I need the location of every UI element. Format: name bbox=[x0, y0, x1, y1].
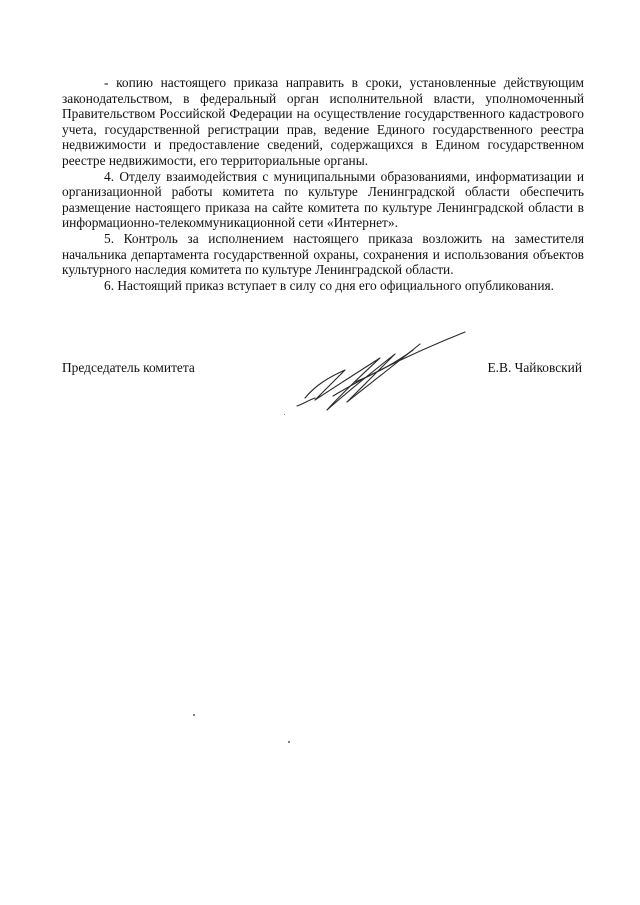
signatory-name: Е.В. Чайковский bbox=[487, 360, 582, 375]
handwritten-signature bbox=[285, 328, 475, 423]
scan-speck bbox=[193, 714, 195, 716]
paragraph-item-6: 6. Настоящий приказ вступает в силу со дня его официального опубликования. bbox=[104, 277, 554, 293]
scan-speck bbox=[284, 414, 285, 415]
scan-speck bbox=[288, 741, 290, 743]
paragraph-item-4: 4. Отделу взаимодействия с муниципальными образованиями, информатизации и организационной работы комитета по культуре Ленинградской области обеспечить размещение настоящего приказа на сайте комитета по культуре Ленинградской области в информационно-телекоммуникационной сети «Интернет». bbox=[62, 168, 584, 231]
signatory-position: Председатель комитета bbox=[62, 360, 195, 375]
paragraph-item-5: 5. Контроль за исполнением настоящего приказа возложить на заместителя начальника департамента государственной охраны, сохранения и использования объектов культурного наследия комитета по культуре Ленинградской области. bbox=[62, 230, 584, 278]
paragraph-copy-distribution: - копию настоящего приказа направить в сроки, установленные действующим законодательством, в федеральный орган исполнительной власти, уполномоченный Правительством Российской Федерации на осуществление государственного кадастрового учета, государственной регистрации прав, ведение Единого государственного реестра недвижимости и предоставление сведений, содержащихся в Едином государственном реестре недвижимости, его территориальные органы. bbox=[62, 75, 584, 168]
document-body bbox=[62, 75, 584, 293]
